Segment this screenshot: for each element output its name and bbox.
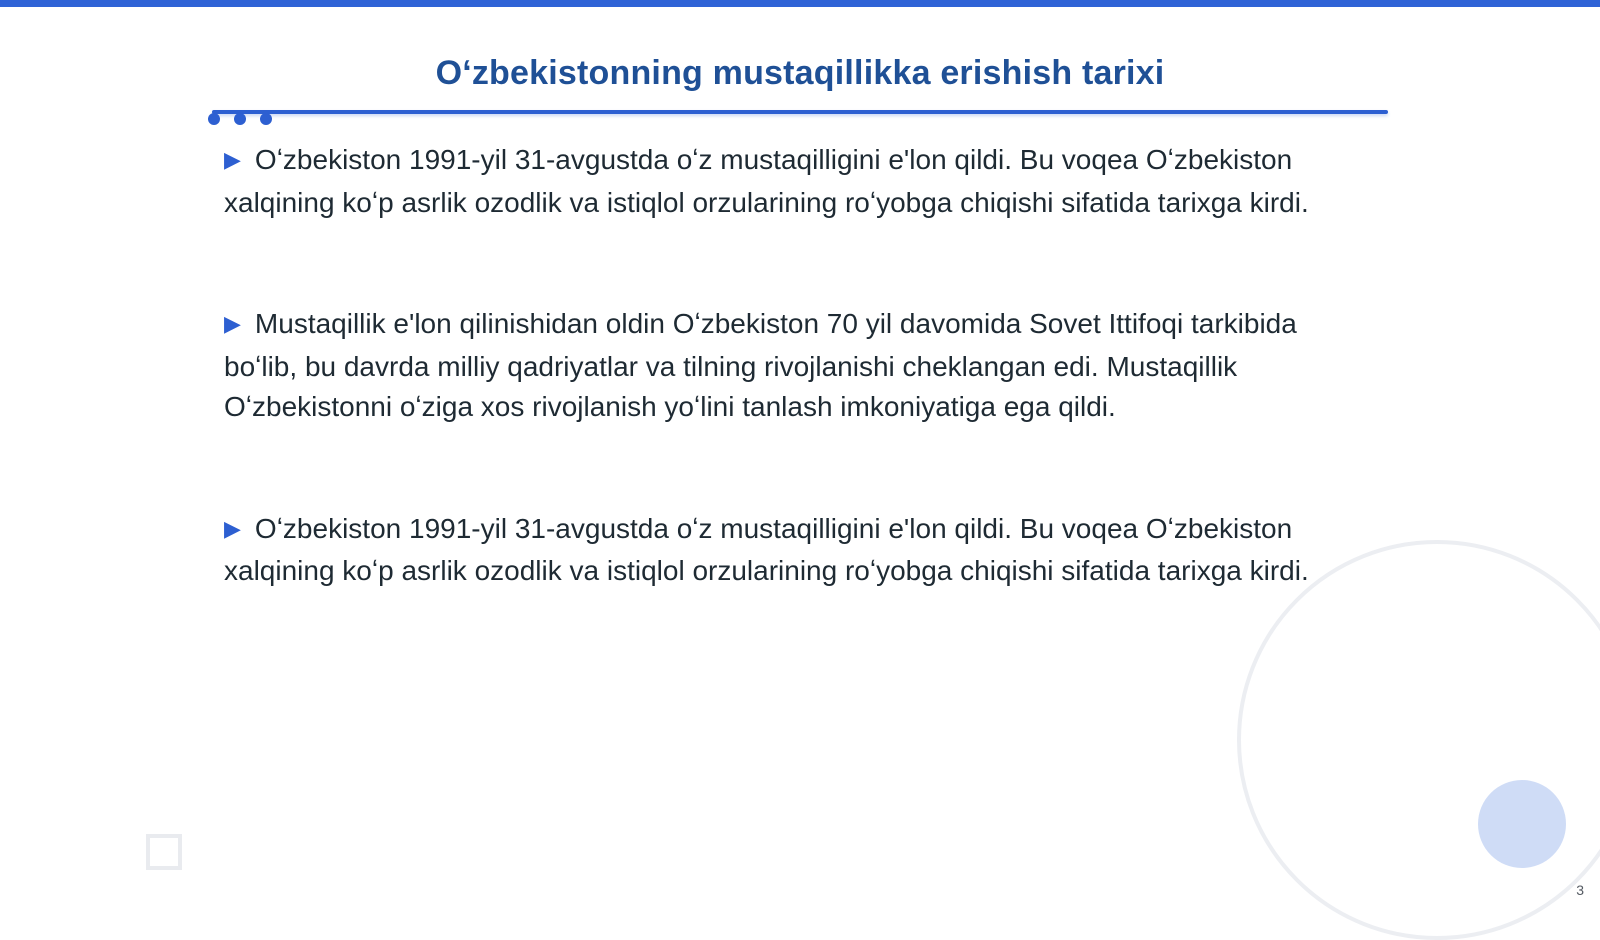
decorative-circle-outline bbox=[1237, 540, 1600, 940]
bullet-text: Oʻzbekiston 1991-yil 31-avgustda oʻz mustaqilligini e'lon qildi. Bu voqea Oʻzbekiston xalqining koʻp asrlik ozodlik va istiqlol orzularining roʻyobga chiqishi sifatida tarixga kirdi. bbox=[224, 144, 1309, 218]
decorative-dot bbox=[234, 113, 246, 125]
bullet-text: Oʻzbekiston 1991-yil 31-avgustda oʻz mustaqilligini e'lon qildi. Bu voqea Oʻzbekiston xalqining koʻp asrlik ozodlik va istiqlol orzularining roʻyobga chiqishi sifatida tarixga kirdi. bbox=[224, 512, 1309, 586]
bullet-item bbox=[224, 509, 1364, 592]
decorative-square-outline bbox=[146, 834, 182, 870]
triangle-right-icon: ▶ bbox=[224, 311, 241, 336]
bullet-item bbox=[224, 140, 1364, 223]
top-accent-bar bbox=[0, 0, 1600, 7]
page-number: 3 bbox=[1576, 882, 1584, 898]
slide-content bbox=[224, 140, 1364, 592]
decorative-dot bbox=[208, 113, 220, 125]
triangle-right-icon: ▶ bbox=[224, 147, 241, 172]
bullet-text: Mustaqillik e'lon qilinishidan oldin Oʻzbekiston 70 yil davomida Sovet Ittifoqi tarkibida boʻlib, bu davrda milliy qadriyatlar va tilning rivojlanishi cheklangan edi. Mustaqillik Oʻzbekistonni oʻziga xos rivojlanish yoʻlini tanlash imkoniyatiga ega qildi. bbox=[224, 308, 1297, 422]
decorative-circle-filled bbox=[1478, 780, 1566, 868]
decorative-dot bbox=[260, 113, 272, 125]
triangle-right-icon: ▶ bbox=[224, 515, 241, 541]
slide-title: Oʻzbekistonning mustaqillikka erishish tarixi bbox=[435, 54, 1165, 92]
bullet-item bbox=[224, 304, 1364, 428]
title-underline bbox=[212, 110, 1388, 114]
